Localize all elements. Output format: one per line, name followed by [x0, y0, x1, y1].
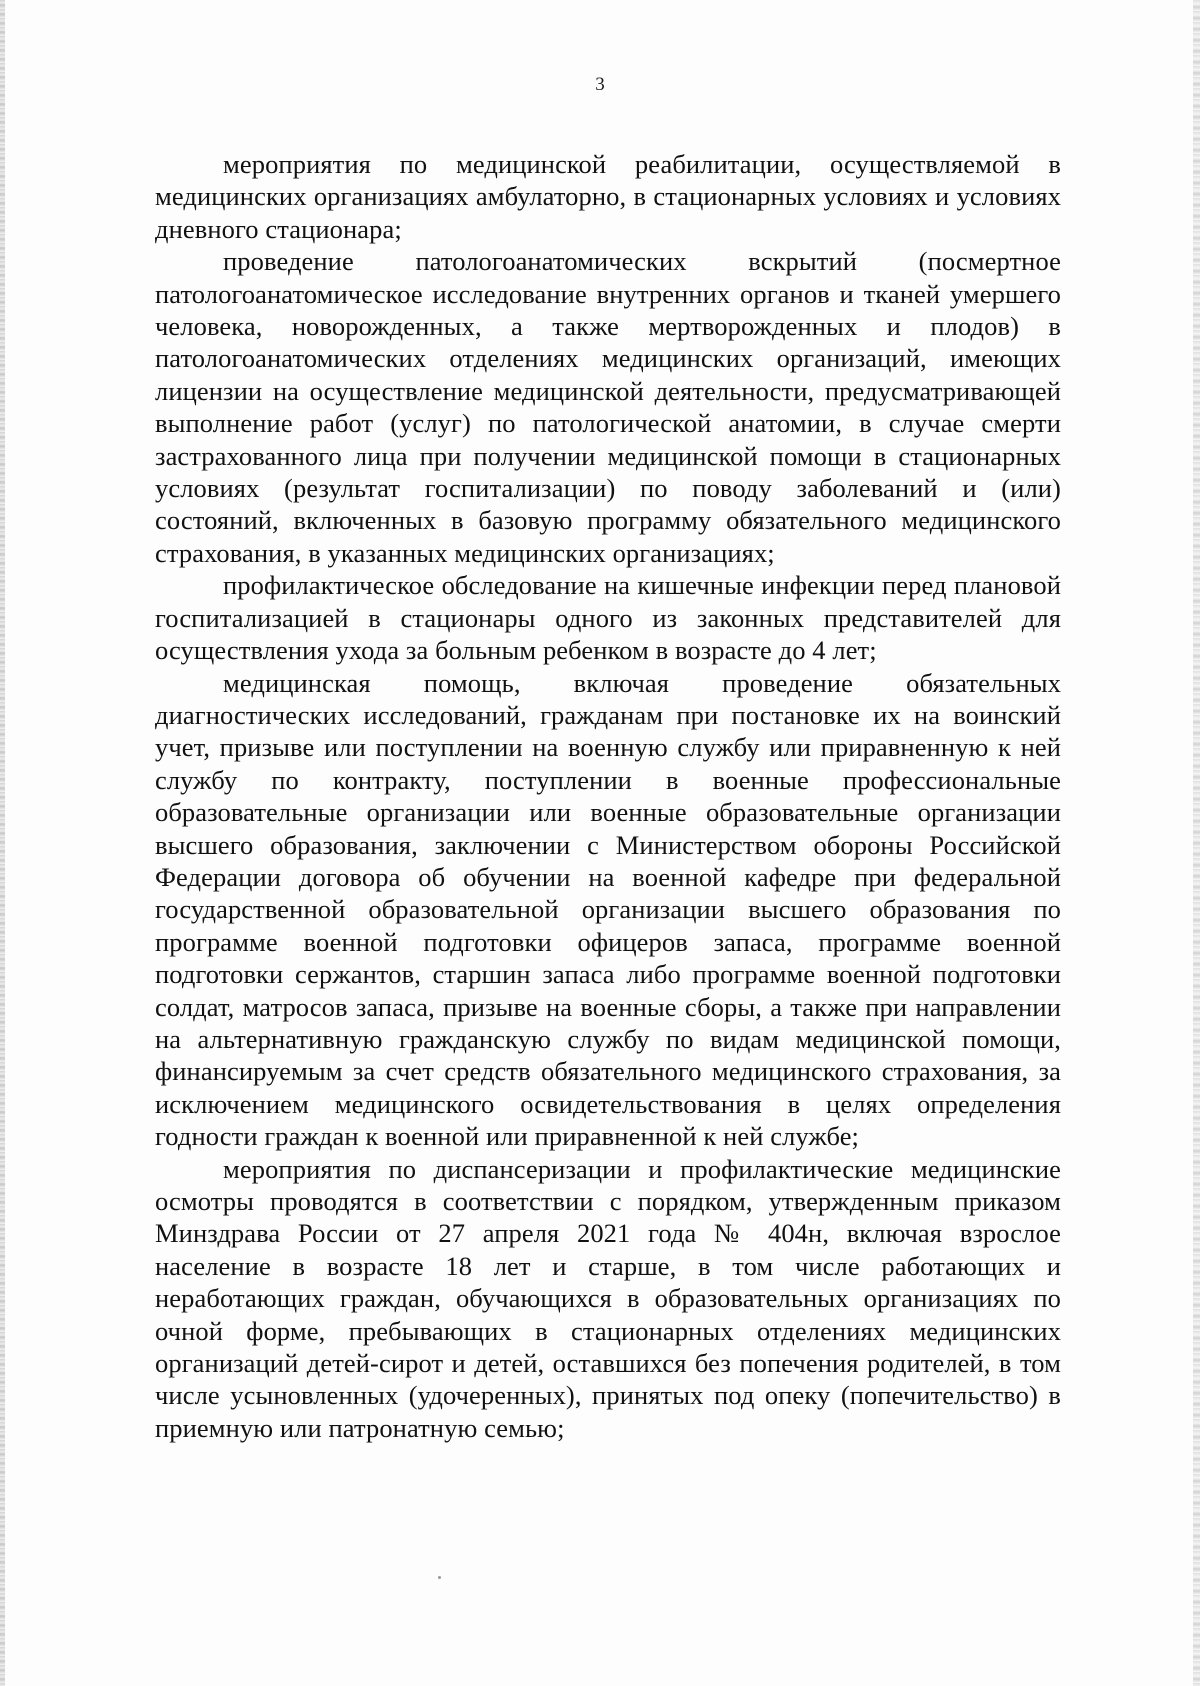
- paragraph-autopsies: проведение патологоанатомических вскрытий (посмертное патологоанатомическое исследование внутренних органов и тканей умершего человека, новорожденных, а также мертворожденных и плодов) в патологоанатомических отделениях медицинских организаций, имеющих лицензии на осуществление медицинской деятельности, предусматривающей выполнение работ (услуг) по патологической анатомии, в случае смерти застрахованного лица при получении медицинской помощи в стационарных условиях (результат госпитализации) по поводу заболеваний и (или) состояний, включенных в базовую программу обязательного медицинского страхования, в указанных медицинских организациях;: [155, 246, 1061, 568]
- paragraph-dispensarization: мероприятия по диспансеризации и профилактические медицинские осмотры проводятся в соответствии с порядком, утвержденным приказом Минздрава России от 27 апреля 2021 года № 404н, включая взрослое население в возрасте 18 лет и старше, в том числе работающих и неработающих граждан, обучающихся в образовательных организациях по очной форме, пребывающих в стационарных отделениях медицинских организаций детей-сирот и детей, оставшихся без попечения родителей, в том числе усыновленных (удочеренных), принятых под опеку (попечительство) в приемную или патронатную семью;: [155, 1153, 1061, 1443]
- paragraph-rehabilitation: мероприятия по медицинской реабилитации, осуществляемой в медицинских организациях амбулаторно, в стационарных условиях и условиях дневного стационара;: [155, 149, 1061, 244]
- scan-edge-left: [0, 0, 5, 1686]
- scan-speck: [438, 1576, 441, 1579]
- page-number: 3: [595, 74, 605, 95]
- paragraph-intestinal-infections: профилактическое обследование на кишечные инфекции перед плановой госпитализацией в стационары одного из законных представителей для осуществления ухода за больным ребенком в возрасте до 4 лет;: [155, 570, 1061, 666]
- paragraph-military-registration: медицинская помощь, включая проведение обязательных диагностических исследований, гражданам при постановке их на воинский учет, призыве или поступлении на военную службу или приравненную к ней службу по контракту, поступлении в военные профессиональные образовательные организации или военные образовательные организации высшего образования, заключении с Министерством обороны Российской Федерации договора об обучении на военной кафедре при федеральной государственной образовательной организации высшего образования по программе военной подготовки офицеров запаса, программе военной подготовки сержантов, старшин запаса либо программе военной подготовки солдат, матросов запаса, призыве на военные сборы, а также при направлении на альтернативную гражданскую службу по видам медицинской помощи, финансируемым за счет средств обязательного медицинского страхования, за исключением медицинского освидетельствования в целях определения годности граждан к военной или приравненной к ней службе;: [155, 667, 1061, 1152]
- scan-edge-right: [1193, 0, 1200, 1686]
- document-body: [155, 148, 1061, 1444]
